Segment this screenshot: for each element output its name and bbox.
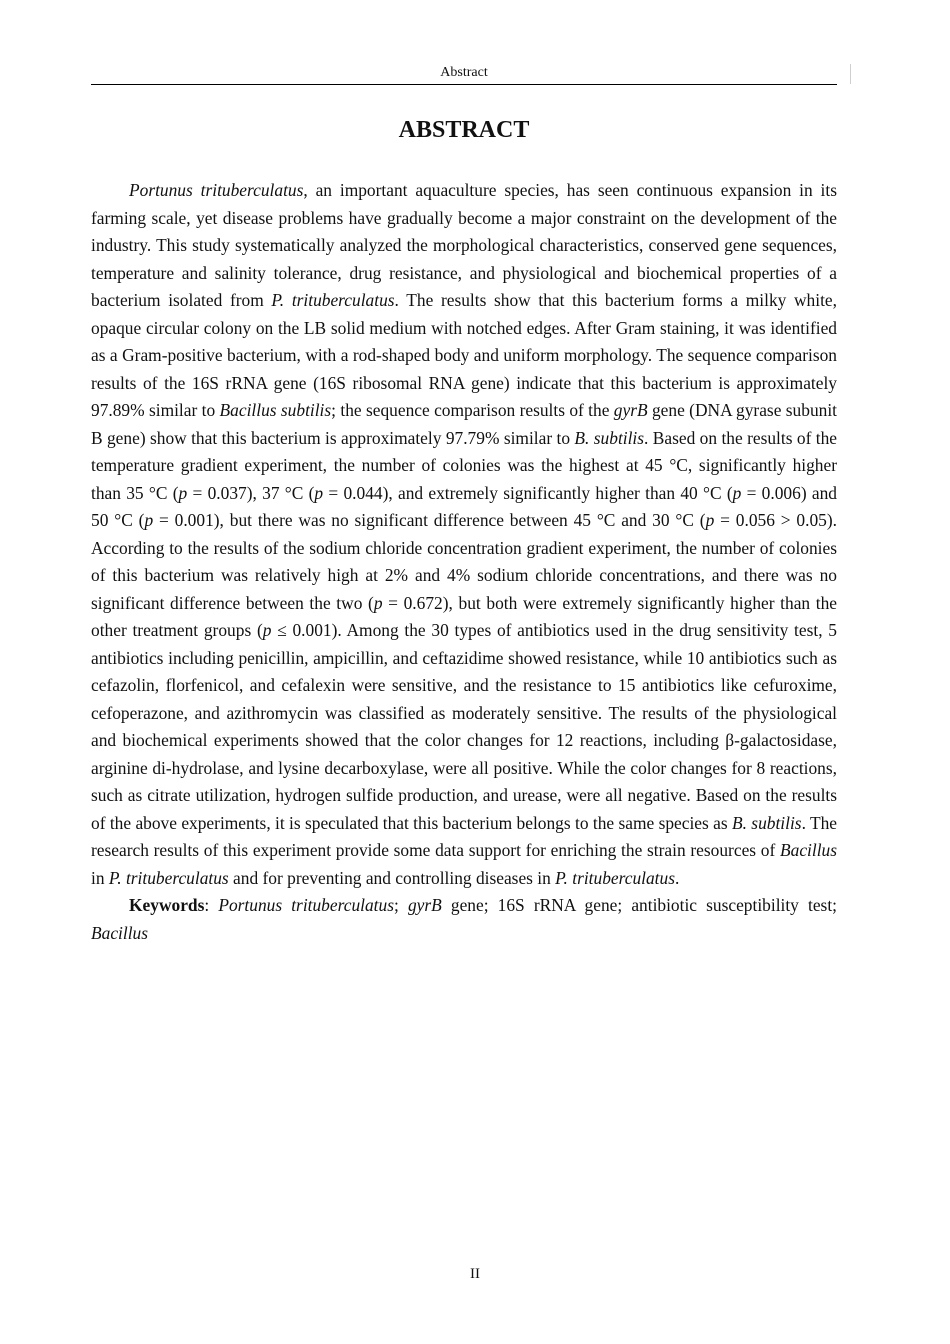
abstract-segment-italic-term: p — [373, 592, 383, 613]
abstract-segment-italic-term: p — [705, 510, 715, 530]
abstract-segment-italic-term: P. trituberculatus — [108, 867, 229, 888]
abstract-segment-text: = 0.006) and 50 °C ( — [91, 482, 837, 530]
page-title: ABSTRACT — [398, 117, 530, 143]
abstract-segment-italic-term: P. trituberculatus — [271, 290, 395, 310]
abstract-segment-text: = 0.001), but there was no significant difference between 45 °C and 30 °C ( — [153, 510, 706, 530]
keyword-segment-italic-term: Bacillus — [91, 922, 148, 943]
keywords-paragraph — [91, 892, 837, 947]
abstract-segment-text: = 0.672), but both were extremely significantly higher than the other treatment groups ( — [91, 592, 837, 640]
abstract-segment-text: , an important aquaculture species, has seen continuous expansion in its farming scale, yet disease problems have gradually become a major constraint on the development of the industry. This study systematically analyzed the morphological characteristics, conserved gene sequences, temperature and salinity tolerance, drug resistance, and physiological and biochemical properties of a bacterium isolated from — [91, 180, 837, 310]
abstract-segment-text: ; the sequence comparison results of the — [331, 400, 614, 420]
abstract-segment-italic-term: p — [144, 510, 154, 530]
abstract-segment-italic-term: B. subtilis — [574, 427, 645, 448]
keywords-label: Keywords — [129, 895, 205, 915]
page-number: II — [470, 1266, 480, 1282]
abstract-segment-text: . The results show that this bacterium forms a milky white, opaque circular colony on the LB solid medium with notched edges. After Gram staining, it was identified as a Gram-positive bacterium, with a rod-shaped body and uniform morphology. The sequence comparison results of the 16S rRNA gene (16S ribosomal RNA gene) indicate that this bacterium is approximately 97.89% similar to — [91, 290, 837, 420]
abstract-segment-italic-term: Bacillus — [780, 840, 837, 860]
abstract-segment-text: ≤ 0.001). Among the 30 types of antibiotics used in the drug sensitivity test, 5 antibiotics including penicillin, ampicillin, and ceftazidime showed resistance, while 10 antibiotics such as cefazolin, florfenicol, and cefalexin were sensitive, and the resistance to 15 antibiotics like cefuroxime, cefoperazone, and azithromycin was classified as moderately sensitive. The results of the physiological and biochemical experiments showed that the color changes for 12 reactions, including β-galactosidase, arginine di-hydrolase, and lysine decarboxylase, were all positive. While the color changes for 8 reactions, such as citrate utilization, hydrogen sulfide production, and urease, were all negative. Based on the results of the above experiments, it is speculated that this bacterium belongs to the same species as — [91, 620, 837, 833]
abstract-segment-italic-term: P. trituberculatus — [555, 867, 675, 888]
abstract-segment-text: in — [91, 867, 109, 888]
abstract-segment-text: = 0.037), 37 °C ( — [187, 482, 315, 503]
page-edge-mark — [850, 64, 851, 84]
abstract-segment-text: = 0.044), and extremely significantly higher than 40 °C ( — [323, 482, 733, 503]
abstract-segment-italic-term: p — [314, 482, 324, 503]
abstract-segment-italic-term: p — [732, 482, 742, 503]
abstract-segment-text: = 0.056 > 0.05). According to the results of the sodium chloride concentration gradient experiment, the number of colonies of this bacterium was relatively high at 2% and 4% sodium chloride concentrations, and there was no significant difference between the two ( — [91, 510, 837, 613]
abstract-segment-text: . Based on the results of the temperature gradient experiment, the number of colonies was the highest at 45 °C, significantly higher than 35 °C ( — [91, 427, 837, 503]
abstract-segment-italic-term: p — [262, 620, 272, 640]
abstract-paragraph — [91, 177, 837, 892]
abstract-segment-text: . — [674, 867, 680, 888]
abstract-segment-text: and for preventing and controlling diseases in — [228, 867, 556, 888]
running-header: Abstract — [440, 65, 488, 80]
keyword-segment-text: ; — [393, 895, 408, 915]
abstract-segment-italic-term: gyrB — [613, 400, 648, 420]
abstract-body — [91, 177, 837, 947]
abstract-segment-italic-term: Bacillus subtilis — [219, 400, 332, 420]
keyword-segment-text: gene; 16S rRNA gene; antibiotic susceptibility test; — [441, 895, 837, 915]
keyword-segment-italic-term: Portunus trituberculatus — [218, 895, 394, 915]
header-rule — [91, 84, 837, 85]
abstract-segment-text: . The research results of this experiment provide some data support for enriching the strain resources of — [91, 812, 838, 860]
abstract-segment-italic-term: B. subtilis — [731, 812, 802, 833]
keywords-separator: : — [204, 895, 219, 915]
abstract-segment-text: gene (DNA gyrase subunit B gene) show that this bacterium is approximately 97.79% similar to — [91, 400, 837, 448]
abstract-segment-italic-term: Portunus trituberculatus — [129, 180, 304, 200]
keyword-segment-italic-term: gyrB — [407, 895, 442, 915]
abstract-segment-italic-term: p — [178, 482, 188, 503]
